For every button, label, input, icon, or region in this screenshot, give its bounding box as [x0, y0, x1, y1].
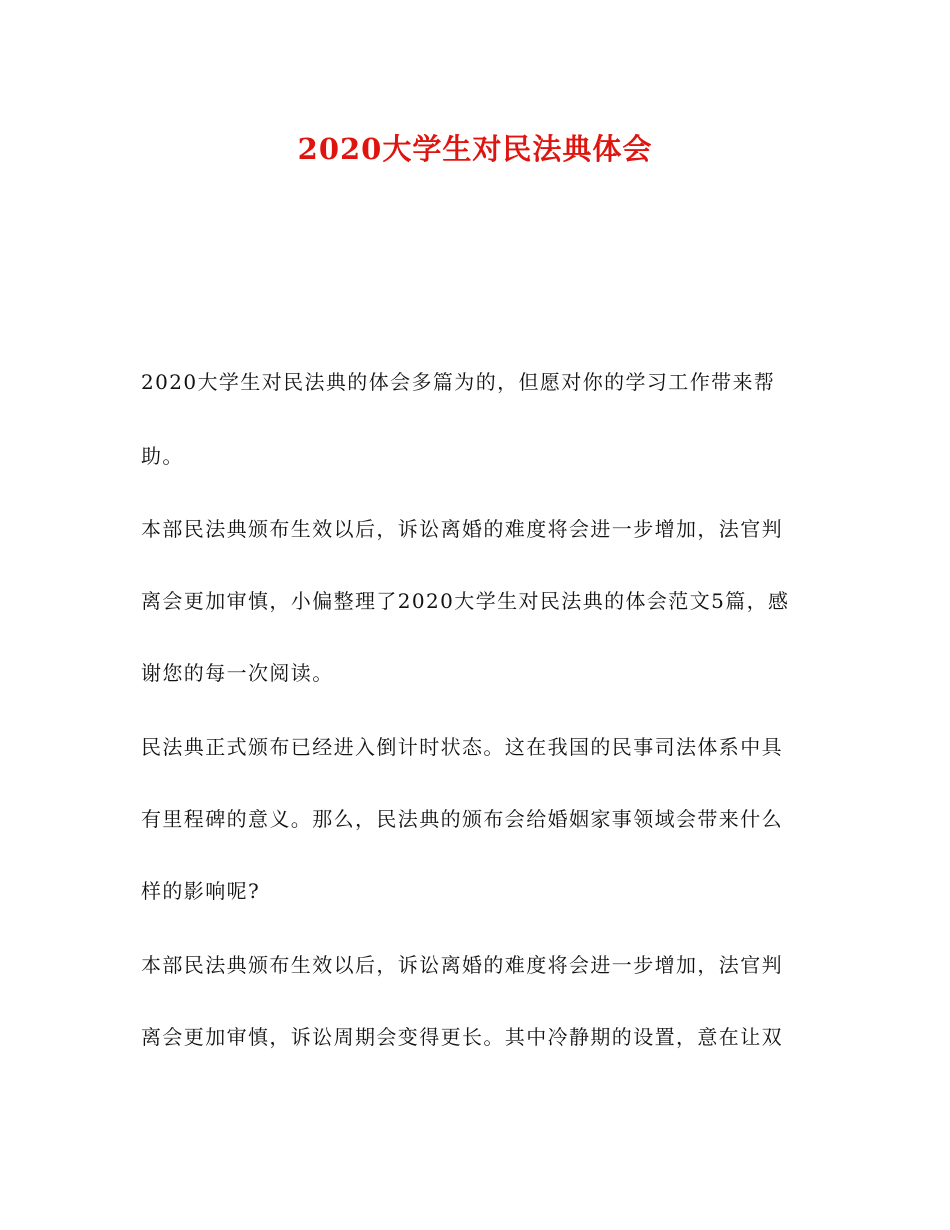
paragraph-line: 离会更加审慎，诉讼周期会变得更长。其中冷静期的设置，意在让双 — [141, 1025, 783, 1049]
paragraph-line: 谢您的每一次阅读。 — [141, 661, 334, 685]
paragraph-line: 民法典正式颁布已经进入倒计时状态。这在我国的民事司法体系中具 — [141, 735, 783, 759]
paragraph-line: 助。 — [141, 444, 184, 468]
paragraph-line: 本部民法典颁布生效以后，诉讼离婚的难度将会进一步增加，法官判 — [141, 517, 783, 541]
paragraph-line: 2020大学生对民法典的体会多篇为的，但愿对你的学习工作带来帮 — [141, 370, 776, 394]
paragraph-line: 样的影响呢? — [141, 879, 261, 903]
paragraph-line: 离会更加审慎，小偏整理了2020大学生对民法典的体会范文5篇，感 — [141, 589, 790, 613]
document-title: 2020大学生对民法典体会 — [297, 132, 653, 166]
paragraph-line: 本部民法典颁布生效以后，诉讼离婚的难度将会进一步增加，法官判 — [141, 953, 783, 977]
paragraph-line: 有里程碑的意义。那么，民法典的颁布会给婚姻家事领域会带来什么 — [141, 807, 783, 831]
